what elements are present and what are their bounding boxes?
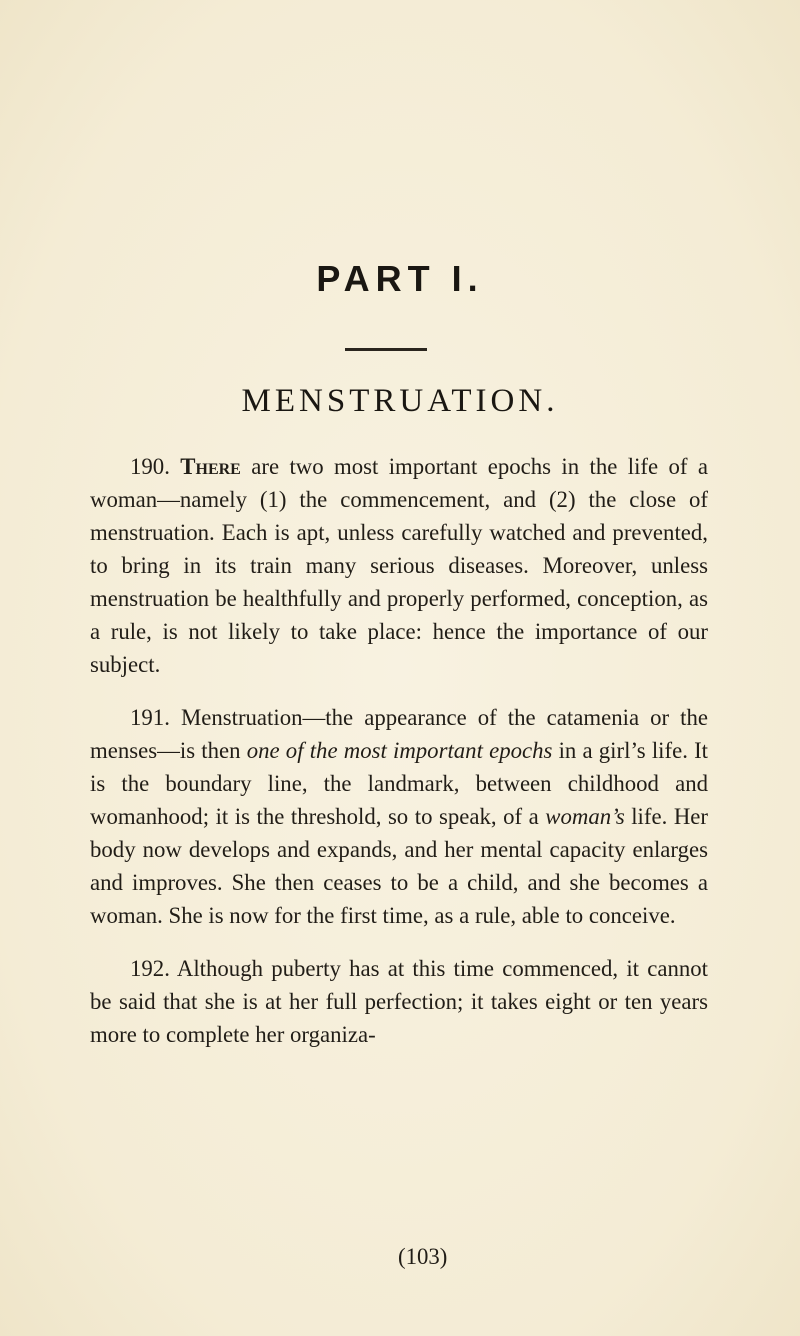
- paragraph-192: [90, 952, 708, 1051]
- paragraph-text: in a girl’s life. It is the boundary line, the landmark, between childhood and womanhood; it is the threshold, so to speak, of a: [90, 738, 708, 829]
- part-title: PART I.: [316, 258, 484, 299]
- paragraph-lead-word: There: [180, 454, 241, 479]
- chapter-title: MENSTRUATION.: [241, 383, 559, 419]
- paragraph-text: life. Her body now develops and expands, and her mental capacity enlarges and improves. She then ceases to be a child, and she becomes a woman. She is now for the first time, as a rule, able to conceive.: [90, 804, 708, 928]
- title-rule: [345, 348, 427, 351]
- paragraph-190: [90, 450, 708, 681]
- paragraph-number: 192.: [130, 956, 170, 981]
- paragraph-emphasis: woman’s: [545, 804, 625, 829]
- paragraph-191: [90, 701, 708, 932]
- paragraph-text: are two most important epochs in the life of a woman—namely (1) the commencement, and (2) the close of menstruation. Each is apt, unless carefully watched and prevented, to bring in its train many serious diseases. Moreover, unless menstruation be healthfully and properly performed, conception, as a rule, is not likely to take place: hence the importance of our subject.: [90, 454, 708, 677]
- page-number: (103): [398, 1244, 448, 1269]
- body-text: [90, 450, 708, 1071]
- paragraph-emphasis: one of the most important epochs: [246, 738, 553, 763]
- paragraph-text: Menstruation—the appearance of the catamenia or the menses—is then: [90, 705, 708, 763]
- paragraph-text: Although puberty has at this time commenced, it cannot be said that she is at her full perfection; it takes eight or ten years more to complete her organiza-: [90, 956, 708, 1047]
- paragraph-number: 191.: [130, 705, 170, 730]
- paragraph-number: 190.: [130, 454, 170, 479]
